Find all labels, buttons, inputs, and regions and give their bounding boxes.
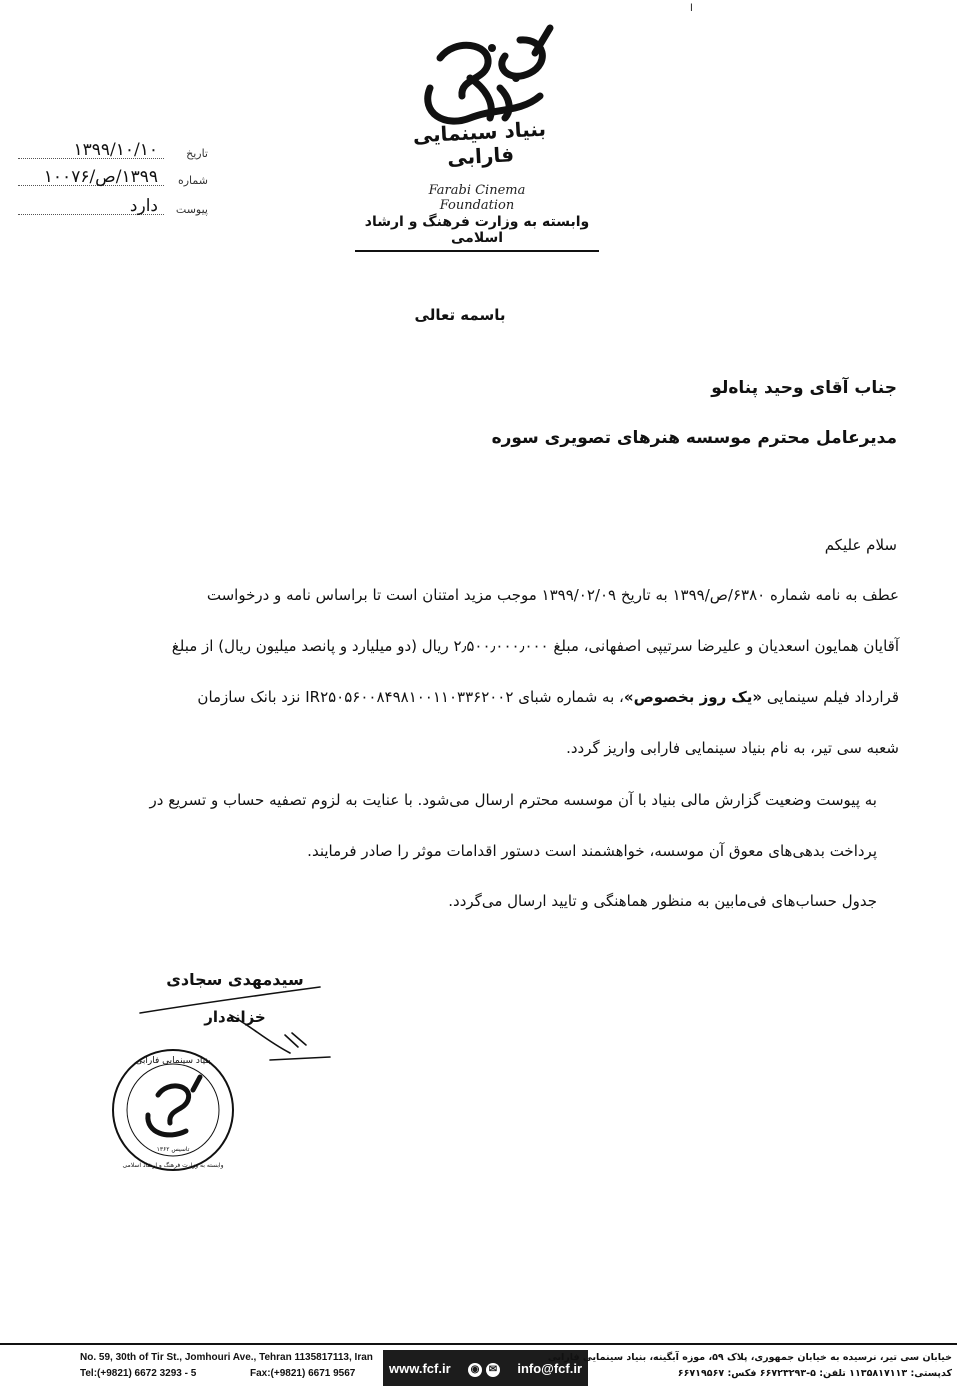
attachment-value: دارد xyxy=(129,196,158,216)
paragraph-3: جدول حساب‌های فی‌مابین به منظور هماهنگی و تایید ارسال می‌گردد. xyxy=(448,892,877,910)
paragraph-2 xyxy=(67,775,877,877)
greeting: سلام علیکم xyxy=(824,536,897,554)
number-label: شماره xyxy=(177,174,208,187)
signer-title: خزانه‌دار xyxy=(204,1008,266,1026)
contract-text: قرارداد فیلم سینمایی xyxy=(766,688,899,706)
website-link[interactable]: www.fcf.ir xyxy=(389,1360,451,1376)
page-mark: ا xyxy=(690,3,693,14)
footer-address-fa-phones: کدپستی: ۱۱۳۵۸۱۷۱۱۳ تلفن: ۵-۶۶۷۲۳۲۹۳ فکس: ۶۶۷۱۹۵۶۷ xyxy=(677,1368,952,1379)
footer-fax: Fax:(+9821) 6671 9567 xyxy=(250,1368,356,1379)
footer-address-en-line: No. 59, 30th of Tir St., Jomhouri Ave., Tehran 1135817113, Iran xyxy=(80,1352,373,1363)
footer-address-en xyxy=(80,1350,380,1382)
email-icon: ✉ xyxy=(486,1363,500,1377)
invocation: باسمه تعالی xyxy=(414,306,506,324)
footer-divider xyxy=(0,1343,957,1345)
stamp-subtext: وابسته به وزارت فرهنگ و ارشاد اسلامی xyxy=(122,1162,224,1169)
iban-text: ، به شماره شبای IR۲۵۰۵۶۰۰۸۴۹۸۱۰۰۱۱۰۳۳۶۲۰۰۲ نزد بانک سازمان xyxy=(197,688,624,706)
foundation-name-en: Farabi Cinema Foundation xyxy=(428,183,526,213)
number-field xyxy=(18,167,208,189)
paragraph-1-line: عطف به نامه شماره ۶۳۸۰/ص/۱۳۹۹ به تاریخ ۱۳۹۹/۰۲/۰۹ موجب مزید امتنان است تا براساس نامه و درخواست xyxy=(206,586,899,604)
date-label: تاریخ xyxy=(186,147,208,160)
foundation-name-fa: بنیاد سینمایی فارابی xyxy=(412,116,547,170)
paragraph-1-line: شعبه سی تیر، به نام بنیاد سینمایی فارابی واریز گردد. xyxy=(566,739,899,757)
number-value: ۱۳۹۹/ص/۱۰۰۷۶ xyxy=(43,167,158,187)
attachment-label: پیوست xyxy=(175,203,208,216)
paragraph-2-line: پرداخت بدهی‌های معوق آن موسسه، خواهشمند است دستور اقدامات موثر را صادر فرمایند. xyxy=(307,842,877,860)
official-stamp xyxy=(108,1045,238,1175)
paragraph-1-line: آقایان همایون اسعدیان و علیرضا سرتیپی اصفهانی، مبلغ ۲٫۵۰۰٫۰۰۰٫۰۰۰ ریال (دو میلیارد و پانصد میلیون ریال) از مبلغ xyxy=(171,637,899,655)
recipient-name: جناب آقای وحید پناه‌لو xyxy=(711,378,897,398)
footer-address-fa-line: خیابان سی تیر، نرسیده به خیابان جمهوری، پلاک ۵۹، موزه آبگینه، بنیاد سینمایی فارابی xyxy=(547,1352,952,1363)
stamp-year: تاسیس ۱۳۶۲ xyxy=(156,1146,190,1153)
stamp-text: بنیاد سینمایی فارابی xyxy=(135,1056,211,1066)
email-link[interactable]: info@fcf.ir xyxy=(517,1360,582,1376)
globe-icon: ◉ xyxy=(468,1363,482,1377)
date-value: ۱۳۹۹/۱۰/۱۰ xyxy=(73,140,158,160)
film-title: «یک روز بخصوص» xyxy=(623,688,763,706)
paragraph-2-line: به پیوست وضعیت گزارش مالی بنیاد با آن موسسه محترم ارسال می‌شود. با عنایت به لزوم تصفیه حساب و تسریع در xyxy=(149,791,877,809)
date-field xyxy=(18,140,208,162)
footer-phone-line xyxy=(80,1366,380,1382)
paragraph-1-line xyxy=(69,672,899,723)
recipient-title: مدیرعامل محترم موسسه هنرهای تصویری سوره xyxy=(491,428,897,448)
footer-tel: Tel:(+9821) 6672 3293 - 5 xyxy=(80,1368,197,1379)
paragraph-1 xyxy=(69,570,899,774)
farabi-logo xyxy=(400,18,570,208)
affiliation-line: وابسته به وزارت فرهنگ و ارشاد اسلامی xyxy=(355,214,599,252)
attachment-field xyxy=(18,196,208,218)
signer-name: سیدمهدی سجادی xyxy=(166,970,304,989)
